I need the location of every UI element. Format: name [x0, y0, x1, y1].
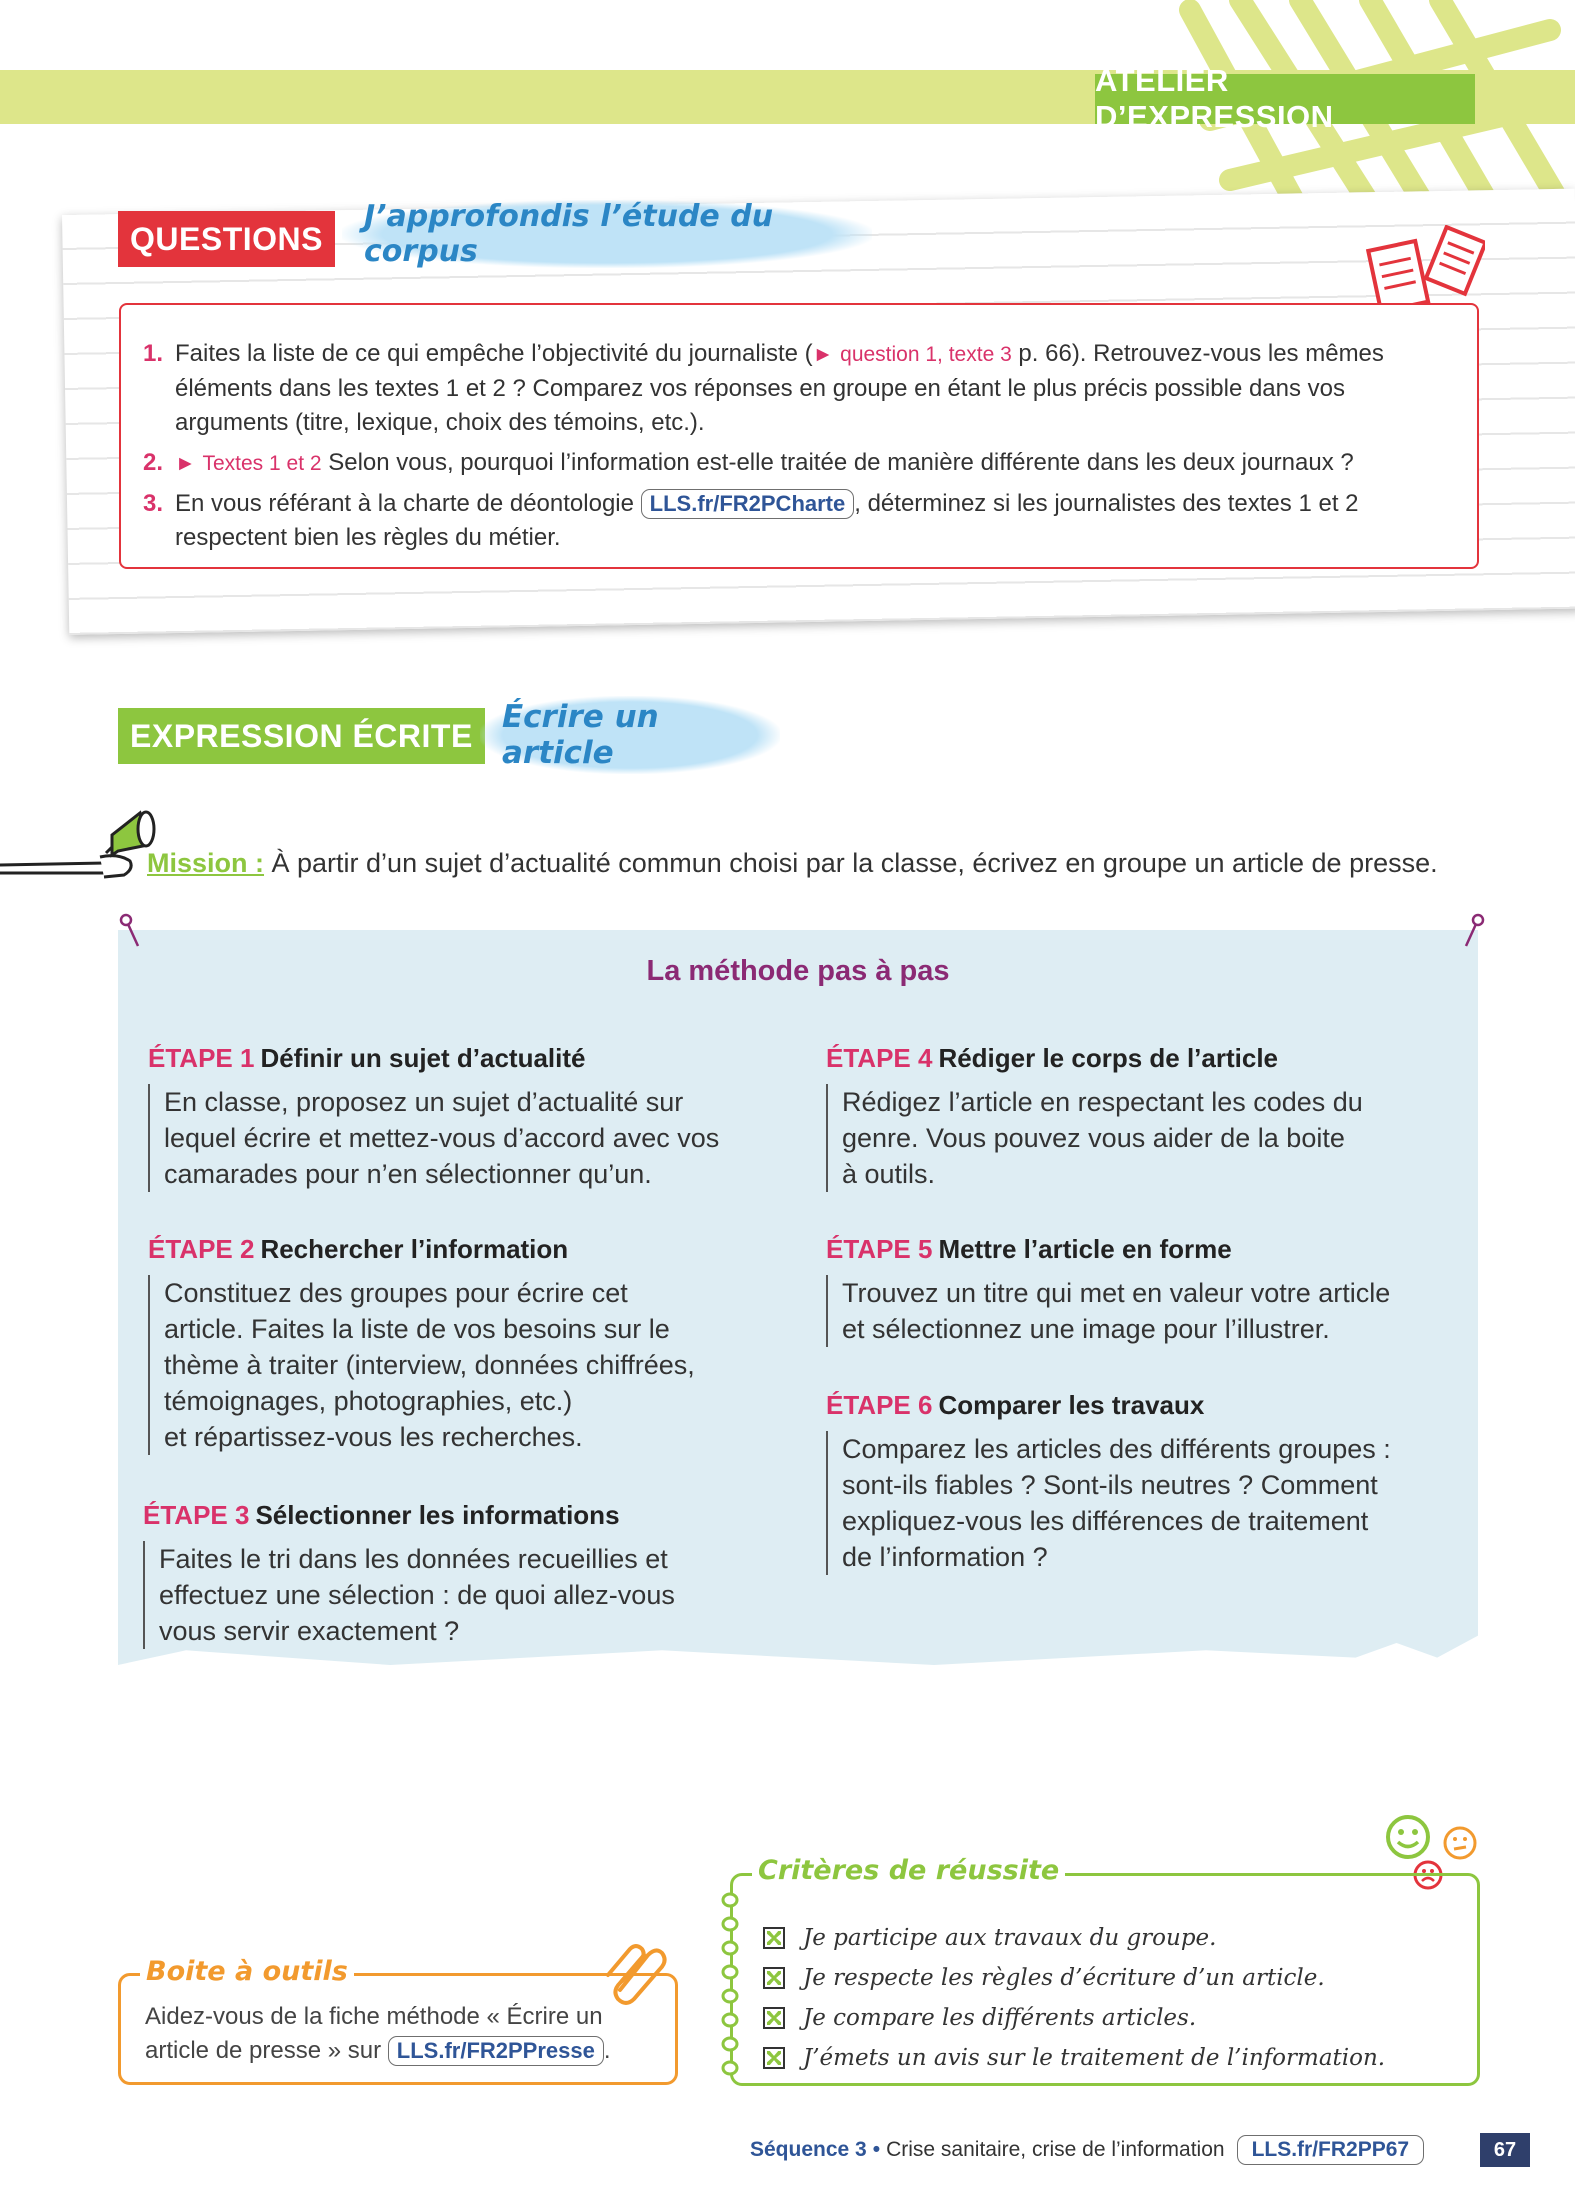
- criteria-item: [763, 1998, 1457, 2038]
- toolbox-text: .: [603, 2037, 611, 2064]
- criteria-text: J’émets un avis sur le traitement de l’information.: [803, 2045, 1386, 2071]
- expression-tag: EXPRESSION ÉCRITE: [118, 708, 485, 764]
- step-number: ÉTAPE 2: [148, 1234, 255, 1264]
- criteria-item: [763, 2038, 1457, 2078]
- megaphone-icon: [0, 795, 168, 885]
- checkbox-icon[interactable]: [763, 2007, 785, 2029]
- spiral-binding-icon: [714, 1888, 746, 2083]
- question-text-part: En vous référant à la charte de déontologie: [175, 490, 641, 517]
- method-step-5: [826, 1231, 1466, 1347]
- step-body-line: lequel écrire et mettez-vous d’accord avec vos: [164, 1123, 720, 1153]
- criteria-text: Je participe aux travaux du groupe.: [803, 1925, 1217, 1951]
- question-text: [175, 487, 1451, 555]
- section-label: ATELIER D’EXPRESSION: [1095, 74, 1475, 124]
- method-step-6: [826, 1387, 1466, 1575]
- method-step-4: [826, 1040, 1466, 1192]
- questions-tag: QUESTIONS: [118, 211, 335, 267]
- step-number: ÉTAPE 1: [148, 1043, 255, 1073]
- mission-label: Mission :: [147, 848, 265, 878]
- question-item-1: [143, 337, 1451, 440]
- question-item-2: [143, 446, 1451, 481]
- step-body: [826, 1275, 1466, 1347]
- footer-separator: •: [872, 2138, 881, 2161]
- question-number: 2.: [143, 449, 164, 476]
- step-body: [148, 1084, 788, 1192]
- criteria-box: [730, 1873, 1480, 2086]
- step-body-line: Constituez des groupes pour écrire cet: [164, 1278, 628, 1308]
- question-number: 1.: [143, 340, 164, 367]
- arrow-icon: ►: [812, 343, 834, 366]
- step-body-line: à outils.: [842, 1159, 936, 1189]
- step-body: [148, 1275, 788, 1455]
- charte-link[interactable]: LLS.fr/FR2PCharte: [641, 489, 855, 519]
- toolbox-line: Aidez-vous de la fiche méthode « Écrire un: [145, 2003, 603, 2030]
- step-body-line: genre. Vous pouvez vous aider de la boite: [842, 1123, 1345, 1153]
- paperclip-icon: [600, 1935, 670, 2005]
- questions-subtitle: J’approfondis l’étude du corpus: [342, 200, 872, 268]
- step-body-line: Faites le tri dans les données recueillies et: [159, 1544, 668, 1574]
- step-title: Rédiger le corps de l’article: [938, 1043, 1279, 1073]
- step-body-line: sont-ils fiables ? Sont-ils neutres ? Comment: [842, 1470, 1378, 1500]
- step-title: Définir un sujet d’actualité: [260, 1043, 586, 1073]
- question-text-part: p. 66). Retrouvez-vous les mêmes éléments dans les textes 1 et 2 ? Comparez vos réponses en groupe en étant le plus précis possible dans vos arguments (titre, lexique, choix des témoins, etc.).: [175, 340, 1384, 436]
- step-number: ÉTAPE 5: [826, 1234, 933, 1264]
- step-body-line: témoignages, photographies, etc.): [164, 1386, 573, 1416]
- step-body-line: En classe, proposez un sujet d’actualité sur: [164, 1087, 684, 1117]
- criteria-text: Je compare les différents articles.: [803, 2005, 1197, 2031]
- pin-icon: [1456, 912, 1486, 952]
- criteria-item: [763, 1958, 1457, 1998]
- expression-subtitle: Écrire un article: [480, 696, 780, 774]
- step-body-line: de l’information ?: [842, 1542, 1048, 1572]
- question-reference[interactable]: Textes 1 et 2: [202, 452, 322, 475]
- mission-text: À partir d’un sujet d’actualité commun choisi par la classe, écrivez en groupe un article de presse.: [264, 848, 1438, 878]
- method-title: La méthode pas à pas: [646, 955, 950, 987]
- toolbox-title: Boite à outils: [140, 1956, 354, 1987]
- step-number: ÉTAPE 4: [826, 1043, 933, 1073]
- footer-title: Crise sanitaire, crise de l’information: [886, 2138, 1225, 2161]
- footer: [750, 2135, 1424, 2165]
- method-step-2: [148, 1231, 788, 1455]
- question-number: 3.: [143, 490, 164, 517]
- mission-line: [147, 848, 1438, 879]
- step-body-line: Comparez les articles des différents groupes :: [842, 1434, 1391, 1464]
- step-body-line: vous servir exactement ?: [159, 1616, 460, 1646]
- question-text: [175, 337, 1451, 440]
- step-number: ÉTAPE 3: [143, 1500, 250, 1530]
- method-step-1: [148, 1040, 788, 1192]
- step-body-line: expliquez-vous les différences de traitement: [842, 1506, 1369, 1536]
- criteria-text: Je respecte les règles d’écriture d’un article.: [803, 1965, 1325, 1991]
- step-title: Comparer les travaux: [938, 1390, 1205, 1420]
- question-text-part: Selon vous, pourquoi l’information est-elle traitée de manière différente dans les deux journaux ?: [321, 449, 1354, 476]
- toolbox-text: article de presse » sur: [145, 2037, 388, 2064]
- step-body-line: et sélectionnez une image pour l’illustrer.: [842, 1314, 1330, 1344]
- step-number: ÉTAPE 6: [826, 1390, 933, 1420]
- checkbox-icon[interactable]: [763, 2047, 785, 2069]
- step-body-line: Trouvez un titre qui met en valeur votre article: [842, 1278, 1391, 1308]
- footer-link[interactable]: LLS.fr/FR2PP67: [1237, 2135, 1425, 2165]
- page-number: 67: [1480, 2133, 1530, 2167]
- arrow-icon: ►: [175, 452, 196, 475]
- step-title: Rechercher l’information: [260, 1234, 569, 1264]
- method-step-3: [143, 1497, 783, 1649]
- step-body: [826, 1084, 1466, 1192]
- question-text: [175, 446, 1354, 481]
- step-body-line: et répartissez-vous les recherches.: [164, 1422, 583, 1452]
- toolbox-line: [145, 2034, 655, 2068]
- step-body: [143, 1541, 783, 1649]
- checkbox-icon[interactable]: [763, 1967, 785, 1989]
- criteria-item: [763, 1918, 1457, 1958]
- step-body-line: effectuez une sélection : de quoi allez-vous: [159, 1580, 675, 1610]
- step-body: [826, 1431, 1466, 1575]
- step-body-line: thème à traiter (interview, données chiffrées,: [164, 1350, 695, 1380]
- presse-link[interactable]: LLS.fr/FR2PPresse: [388, 2036, 604, 2066]
- question-text-part: , déterminez si les journalistes des textes 1 et 2 respectent bien les règles du métier.: [175, 490, 1359, 551]
- pin-icon: [118, 912, 148, 952]
- step-title: Mettre l’article en forme: [938, 1234, 1232, 1264]
- question-text-part: Faites la liste de ce qui empêche l’objectivité du journaliste (: [175, 340, 813, 367]
- step-body-line: camarades pour n’en sélectionner qu’un.: [164, 1159, 652, 1189]
- step-title: Sélectionner les informations: [255, 1500, 620, 1530]
- footer-sequence: Séquence 3: [750, 2138, 867, 2161]
- questions-box: [119, 303, 1479, 569]
- criteria-title: Critères de réussite: [752, 1855, 1065, 1886]
- question-item-3: [143, 487, 1451, 555]
- toolbox-box: [118, 1973, 678, 2085]
- question-reference[interactable]: question 1, texte 3: [840, 343, 1012, 366]
- checkbox-icon[interactable]: [763, 1927, 785, 1949]
- step-body-line: Rédigez l’article en respectant les codes du: [842, 1087, 1363, 1117]
- step-body-line: article. Faites la liste de vos besoins sur le: [164, 1314, 670, 1344]
